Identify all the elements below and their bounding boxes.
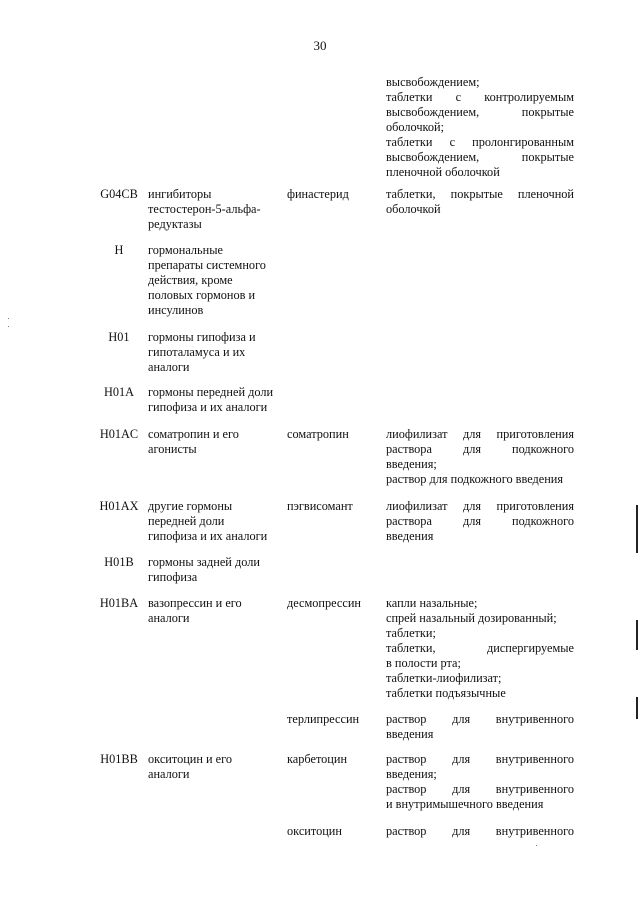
- dosage-form-line: оболочкой;: [386, 120, 445, 134]
- group-line: гормоны передней доли: [148, 385, 274, 399]
- dosage-form-line: спрей назальный дозированный;: [386, 611, 557, 625]
- group-line: вазопрессин и его: [148, 596, 242, 610]
- group-line: аналоги: [148, 767, 190, 781]
- scan-edge-mark: [636, 505, 638, 553]
- group-line: инсулинов: [148, 303, 204, 317]
- atc-group-name: [148, 427, 276, 457]
- group-line: тестостерон-5-альфа-: [148, 202, 261, 216]
- group-line: гипофиза и их аналоги: [148, 529, 268, 543]
- group-line: действия, кроме: [148, 273, 233, 287]
- dosage-form-line: капли назальные;: [386, 596, 478, 610]
- group-line: передней доли: [148, 514, 225, 528]
- drug-name: десмопрессин: [287, 596, 361, 610]
- atc-group-name: [148, 555, 276, 585]
- dosage-form-line: таблетки, диспергируемые: [386, 641, 574, 655]
- dosage-form-line: оболочкой: [386, 202, 441, 216]
- atc-code: H01A: [103, 385, 135, 399]
- dosage-form-line: раствор для внутривенного: [386, 782, 574, 796]
- scan-edge-mark: [636, 620, 638, 650]
- page-number: 30: [313, 38, 327, 53]
- scan-speck: [8, 318, 9, 319]
- dosage-form-line: таблетки;: [386, 626, 436, 640]
- drug-name: окситоцин: [287, 824, 342, 838]
- dosage-form-line: введения: [386, 529, 434, 543]
- dosage-form-line: лиофилизат для приготовления: [386, 427, 574, 441]
- group-line: гормоны задней доли: [148, 555, 260, 569]
- group-line: гормональные: [148, 243, 223, 257]
- drug-name: соматропин: [287, 427, 349, 441]
- dosage-form-line: таблетки с пролонгированным: [386, 135, 574, 149]
- dosage-form-line: таблетки, покрытые пленочной: [386, 187, 574, 201]
- group-line: гормоны гипофиза и: [148, 330, 256, 344]
- group-line: окситоцин и его: [148, 752, 233, 766]
- atc-code: G04CB: [100, 187, 138, 201]
- dosage-forms: [386, 712, 574, 742]
- dosage-form-line: раствор для внутривенного: [386, 752, 574, 766]
- dosage-form-line: введения;: [386, 767, 437, 781]
- atc-code: H01AX: [99, 499, 139, 513]
- atc-group-name: [148, 330, 276, 375]
- group-line: агонисты: [148, 442, 197, 456]
- group-line: соматропин и его: [148, 427, 239, 441]
- dosage-form-line: пленочной оболочкой: [386, 165, 500, 179]
- dosage-form-line: таблетки подъязычные: [386, 686, 506, 700]
- group-line: другие гормоны: [148, 499, 233, 513]
- dosage-forms: [386, 596, 574, 701]
- atc-group-name: [148, 752, 276, 782]
- dosage-form-line: лиофилизат для приготовления: [386, 499, 574, 513]
- dosage-form-line: и внутримышечного введения: [386, 797, 544, 811]
- atc-code: H01BA: [99, 596, 139, 610]
- group-line: гипофиза: [148, 570, 198, 584]
- drug-name: пэгвисомант: [287, 499, 353, 513]
- dosage-form-line: высвобождением, покрытые: [386, 150, 574, 164]
- dosage-form-line: таблетки с контролируемым: [386, 90, 574, 104]
- group-line: препараты системного: [148, 258, 266, 272]
- atc-code: H01B: [104, 555, 134, 569]
- scan-edge-mark: [636, 697, 638, 719]
- atc-code: H01BB: [100, 752, 138, 766]
- atc-code: H: [114, 243, 124, 257]
- dosage-forms: [386, 752, 574, 812]
- dosage-form-line: в полости рта;: [386, 656, 461, 670]
- atc-group-name: [148, 385, 276, 415]
- atc-group-name: [148, 499, 276, 544]
- dosage-form-line: раствор для внутривенного: [386, 712, 574, 726]
- group-line: гипофиза и их аналоги: [148, 400, 268, 414]
- dosage-forms: [386, 824, 574, 839]
- drug-name: карбетоцин: [287, 752, 348, 766]
- dosage-form-line: высвобождением, покрытые: [386, 105, 574, 119]
- dosage-form-line: раствор для внутривенного: [386, 824, 574, 838]
- group-line: ингибиторы: [148, 187, 212, 201]
- dosage-forms: [386, 499, 574, 544]
- dosage-form-line: раствор для подкожного введения: [386, 472, 564, 486]
- group-line: половых гормонов и: [148, 288, 256, 302]
- dosage-form-line: раствора для подкожного: [386, 514, 574, 528]
- dosage-form-line: раствора для подкожного: [386, 442, 574, 456]
- group-line: гипоталамуса и их: [148, 345, 246, 359]
- group-line: аналоги: [148, 360, 190, 374]
- dosage-forms: [386, 427, 574, 487]
- drug-name: терлипрессин: [287, 712, 360, 726]
- group-line: аналоги: [148, 611, 190, 625]
- scan-speck: [8, 326, 9, 327]
- dosage-form-line: введения: [386, 727, 434, 741]
- dosage-form-line: введения;: [386, 457, 437, 471]
- dosage-form-line: высвобождением;: [386, 75, 480, 89]
- group-line: редуктазы: [148, 217, 202, 231]
- atc-code: H01AC: [99, 427, 139, 441]
- atc-code: H01: [108, 330, 130, 344]
- dosage-forms: [386, 75, 574, 180]
- dosage-forms: [386, 187, 574, 217]
- atc-group-name: [148, 243, 276, 318]
- atc-group-name: [148, 596, 276, 626]
- drug-name: финастерид: [287, 187, 349, 201]
- atc-group-name: [148, 187, 276, 232]
- dosage-form-line: таблетки-лиофилизат;: [386, 671, 502, 685]
- scan-speck: [536, 845, 537, 846]
